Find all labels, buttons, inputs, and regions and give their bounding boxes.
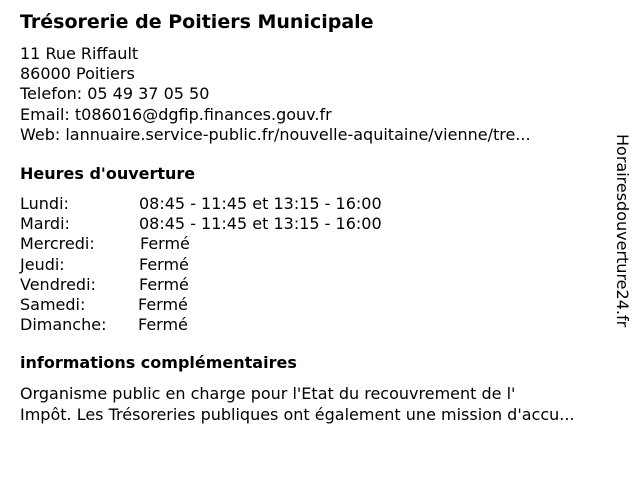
phone-number: Telefon: 05 49 37 05 50 (20, 84, 210, 104)
day-label: Jeudi: (20, 254, 65, 274)
hours-row-mercredi (20, 234, 580, 254)
day-label: Dimanche: (20, 315, 107, 335)
page-title: Trésorerie de Poitiers Municipale (20, 11, 374, 33)
hours-value: Fermé (139, 254, 189, 274)
city-postal: 86000 Poitiers (20, 64, 135, 84)
hours-heading: Heures d'ouverture (20, 164, 196, 183)
hours-value: Fermé (138, 294, 188, 314)
day-label: Mardi: (20, 214, 70, 234)
hours-row-samedi (20, 295, 580, 315)
address-block (20, 44, 531, 145)
info-description (20, 383, 575, 425)
hours-value: Fermé (138, 315, 188, 335)
hours-row-dimanche (20, 315, 580, 335)
side-brand-watermark (612, 134, 634, 344)
day-label: Samedi: (20, 294, 86, 314)
hours-row-mardi (20, 214, 580, 234)
email-address: Email: t086016@dgfip.finances.gouv.fr (20, 104, 332, 124)
hours-row-jeudi (20, 255, 580, 275)
opening-hours-table (20, 194, 580, 335)
day-label: Vendredi: (20, 274, 96, 294)
website-link[interactable]: Web: lannuaire.service-public.fr/nouvelle-aquitaine/vienne/tre... (20, 124, 531, 144)
info-heading: informations complémentaires (20, 353, 297, 372)
street-address: 11 Rue Riffault (20, 44, 139, 63)
hours-value: Fermé (139, 274, 189, 294)
hours-value: 08:45 - 11:45 et 13:15 - 16:00 (139, 214, 382, 234)
info-line: Organisme public en charge pour l'Etat du recouvrement de l' (20, 384, 516, 403)
hours-value: Fermé (140, 234, 190, 254)
day-label: Lundi: (20, 194, 69, 213)
hours-row-lundi (20, 194, 580, 214)
side-brand-text: Horairesdouverture24.fr (613, 134, 632, 328)
hours-row-vendredi (20, 275, 580, 295)
hours-value: 08:45 - 11:45 et 13:15 - 16:00 (139, 194, 382, 213)
day-label: Mercredi: (20, 234, 95, 254)
info-line: Impôt. Les Trésoreries publiques ont également une mission d'accu... (20, 405, 575, 424)
